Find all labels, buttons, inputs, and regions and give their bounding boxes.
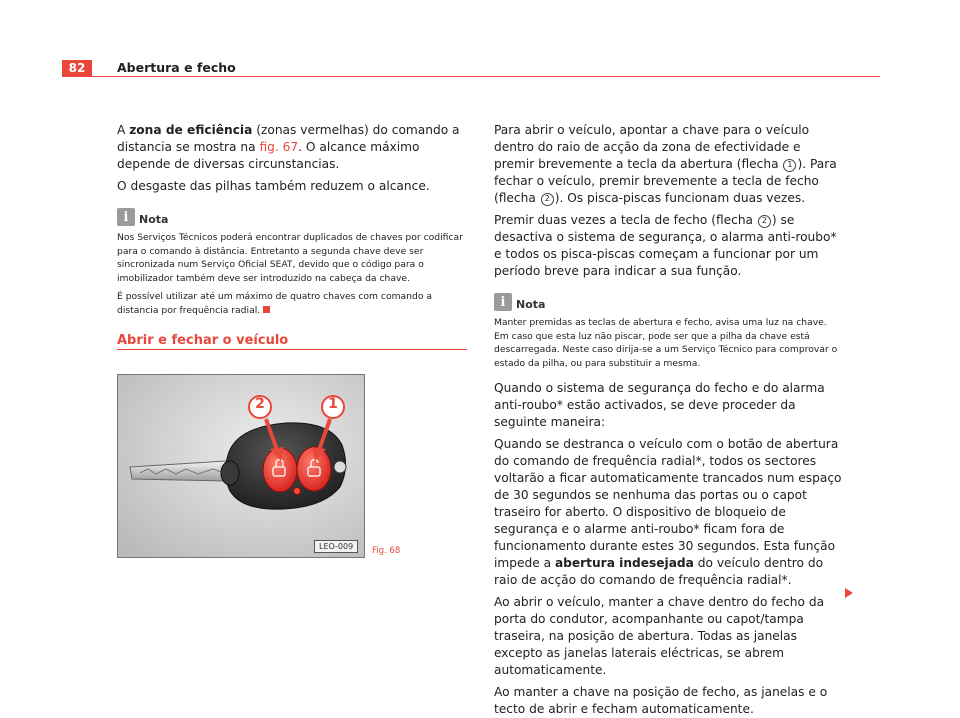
text-fragment: (zonas vermelhas) do comando a distancia se mostra na xyxy=(117,123,460,154)
header-divider xyxy=(62,76,880,77)
windows-open-paragraph: Ao abrir o veículo, manter a chave dentro do fecho da porta do condutor, acompanhante ou capot/tampa traseira, na posição de abertura. Todas as janelas excepto as janelas laterais eléctricas, se abrem automaticamente. xyxy=(494,595,825,678)
text-fragment: ). Para fechar o veículo, premir brevemente a tecla de fecho (flecha xyxy=(494,157,837,205)
text-fragment: Para abrir o veículo, apontar a chave para o veículo dentro do raio de acção da zona de efectividade e premir brevemente a tecla da abertura (flecha xyxy=(494,123,810,171)
term-abertura-indesejada: abertura indesejada xyxy=(554,556,694,571)
left-column xyxy=(117,122,467,318)
page-title: Abertura e fecho xyxy=(117,60,236,75)
text-fragment: . O alcance máximo depende de diversas circunstancias. xyxy=(117,140,420,171)
info-icon: i xyxy=(494,293,512,311)
figure-caption: Fig. 68 xyxy=(372,546,401,556)
note-paragraph: Nos Serviços Técnicos poderá encontrar duplicados de chaves por codificar para o comando à distância. Entretanto a segunda chave deve ser sincronizada num Serviço Oficial SEAT, devido que o código para o imobilizador também deve ser introduzido na cabeça da chave. xyxy=(117,232,463,284)
relock-paragraph xyxy=(494,436,844,589)
continue-arrow-icon xyxy=(845,588,853,598)
arrow-2-marker: 2 xyxy=(541,193,554,206)
note-paragraph: Manter premidas as teclas de abertura e fecho, avisa uma luz na chave. Em caso que esta luz não piscar, pode ser que a pilha da chave está descarregada. Neste caso dirija-se a um Serviço Técnico para comprovar o estado da pilha, ou para substituir a mesma. xyxy=(494,317,838,369)
callout-2: 2 xyxy=(255,396,265,412)
double-press-paragraph xyxy=(494,212,844,280)
arrow-2-marker: 2 xyxy=(758,215,771,228)
key-figure xyxy=(117,374,365,558)
arrow-1-marker: 1 xyxy=(783,159,796,172)
note-title: Nota xyxy=(139,213,169,226)
term-zona-eficiencia: zona de eficiência xyxy=(129,123,253,137)
note-paragraph-2 xyxy=(117,290,467,317)
note-heading xyxy=(494,293,844,311)
info-icon: i xyxy=(117,208,135,226)
note-title: Nota xyxy=(516,298,546,311)
text-fragment: É possível utilizar até um máximo de quatro chaves com comando a distancia por frequência radial. xyxy=(117,291,432,316)
section-title: Abrir e fechar o veículo xyxy=(117,333,289,348)
security-paragraph: Quando o sistema de segurança do fecho e do alarma anti-roubo* estão activados, se deve proceder da seguinte maneira: xyxy=(494,381,825,430)
note-heading xyxy=(117,208,467,226)
open-close-paragraph xyxy=(494,122,844,207)
text-fragment: ) se desactiva o sistema de segurança, o alarma anti-roubo* e todos os pisca-piscas começam a funcionar por um período breve para indicar a sua função. xyxy=(494,213,837,278)
end-of-section-icon xyxy=(263,306,270,313)
windows-close-paragraph: Ao manter a chave na posição de fecho, as janelas e o tecto de abrir e fecham automaticamente. xyxy=(494,685,828,717)
text-fragment: ). Os pisca-piscas funcionam duas vezes. xyxy=(554,191,806,205)
figure-reference-link[interactable]: fig. 67 xyxy=(259,140,299,154)
text-fragment: Quando se destranca o veículo com o botão de abertura do comando de frequência radial*, todos os sectores voltarão a ficar automaticamente trancados num espaço de 30 segundos se nenhuma das portas ou o capot traseiro for aberto. O dispositivo de bloqueio de segurança e o alarme anti-roubo* ficam fora de funcionamento durante estes 30 segundos. Esta função impede a xyxy=(494,437,842,571)
intro-paragraph xyxy=(117,122,467,173)
right-column xyxy=(494,122,844,718)
text-fragment: A xyxy=(117,123,130,137)
battery-paragraph: O desgaste das pilhas também reduzem o alcance. xyxy=(117,179,430,193)
text-fragment: do veículo dentro do raio de acção do comando de frequência radial*. xyxy=(494,556,824,588)
section-divider xyxy=(117,349,467,350)
text-fragment: Premir duas vezes a tecla de fecho (flecha xyxy=(494,213,757,227)
callout-1: 1 xyxy=(328,396,338,412)
figure-code: LEO-009 xyxy=(314,540,358,553)
page-number: 82 xyxy=(62,60,92,76)
